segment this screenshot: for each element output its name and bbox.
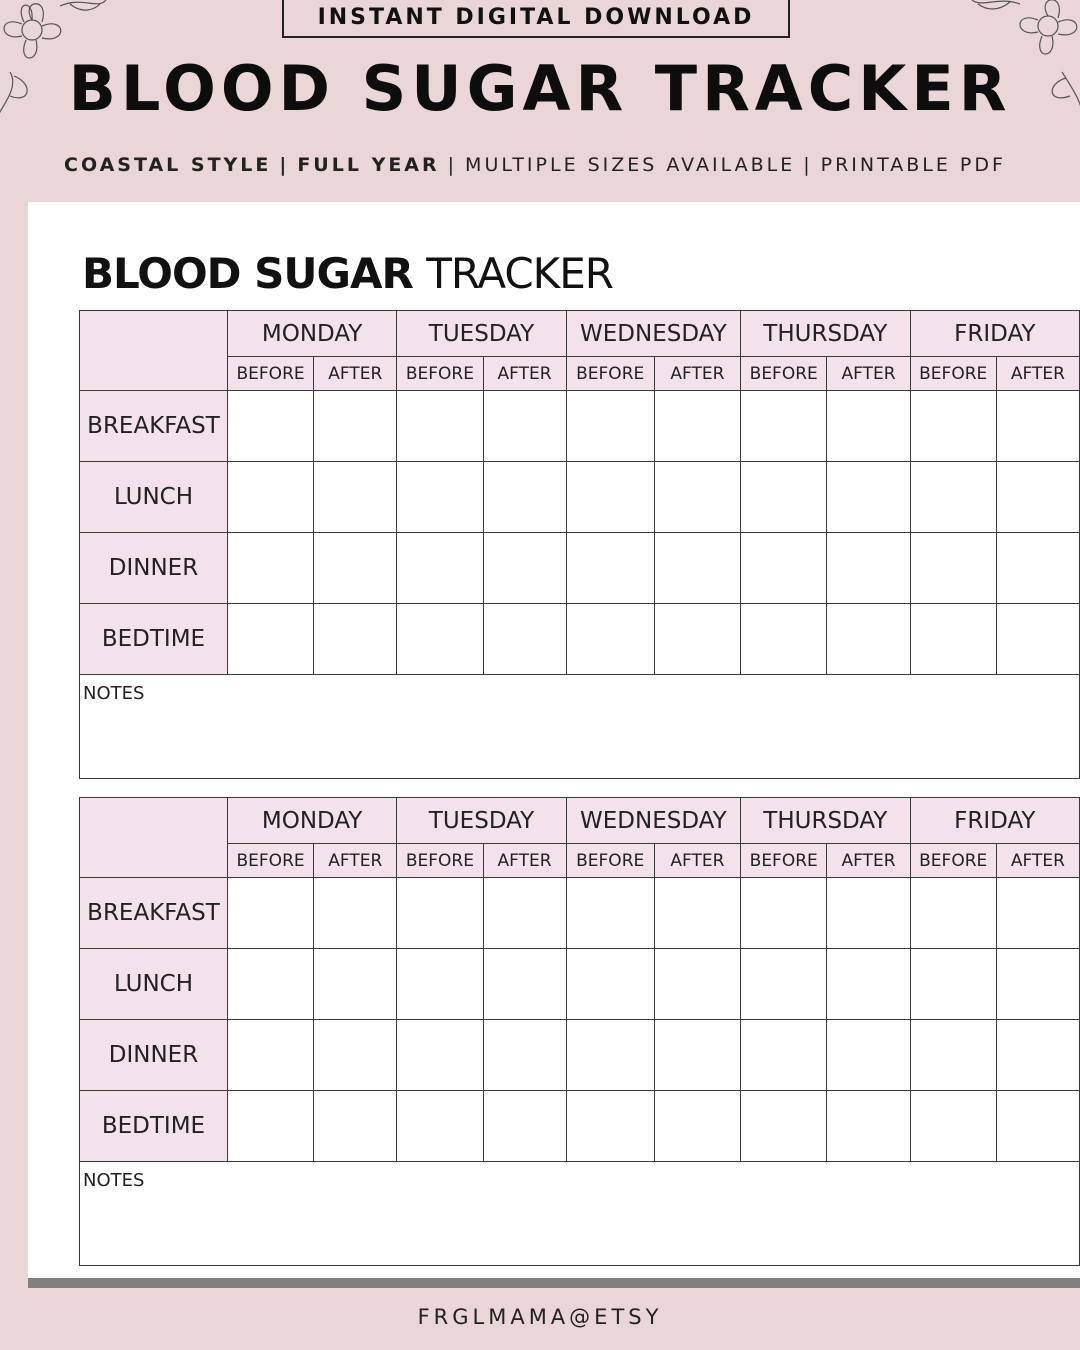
table-row [80,949,1080,1020]
day-header: TUESDAY [397,798,566,844]
reading-cell[interactable] [566,462,654,533]
reading-cell[interactable] [397,949,483,1020]
reading-cell[interactable] [483,949,566,1020]
day-header: WEDNESDAY [566,311,740,357]
table-corner [80,798,228,878]
reading-cell[interactable] [996,462,1079,533]
reading-cell[interactable] [654,878,740,949]
reading-cell[interactable] [827,533,910,604]
reading-cell[interactable] [227,604,313,675]
day-header: THURSDAY [741,798,911,844]
subtitle-sizes: MULTIPLE SIZES AVAILABLE [465,154,796,176]
reading-cell[interactable] [741,391,827,462]
reading-cell[interactable] [397,1020,483,1091]
reading-cell[interactable] [397,1091,483,1162]
table-row [80,391,1080,462]
reading-cell[interactable] [827,949,910,1020]
reading-cell[interactable] [397,604,483,675]
reading-cell[interactable] [654,391,740,462]
reading-cell[interactable] [483,604,566,675]
reading-cell[interactable] [314,878,397,949]
reading-cell[interactable] [566,391,654,462]
reading-cell[interactable] [827,1091,910,1162]
reading-cell[interactable] [741,604,827,675]
reading-cell[interactable] [741,878,827,949]
reading-cell[interactable] [741,533,827,604]
reading-cell[interactable] [996,391,1079,462]
subtitle-separator: | [447,154,458,176]
after-header: AFTER [827,844,910,878]
after-header: AFTER [827,357,910,391]
reading-cell[interactable] [996,949,1079,1020]
reading-cell[interactable] [654,1091,740,1162]
table-row [80,878,1080,949]
reading-cell[interactable] [996,1091,1079,1162]
meal-label: BREAKFAST [80,391,228,462]
reading-cell[interactable] [227,1091,313,1162]
before-header: BEFORE [910,357,996,391]
reading-cell[interactable] [566,1091,654,1162]
reading-cell[interactable] [827,1020,910,1091]
reading-cell[interactable] [827,878,910,949]
subtitle-format: PRINTABLE PDF [820,154,1006,176]
subtitle-separator: | [279,154,290,176]
after-header: AFTER [483,357,566,391]
reading-cell[interactable] [741,949,827,1020]
day-header: FRIDAY [910,798,1079,844]
reading-cell[interactable] [996,1020,1079,1091]
reading-cell[interactable] [227,949,313,1020]
instant-download-banner: INSTANT DIGITAL DOWNLOAD [282,0,790,38]
reading-cell[interactable] [910,1091,996,1162]
day-header: MONDAY [227,311,396,357]
reading-cell[interactable] [566,533,654,604]
reading-cell[interactable] [910,391,996,462]
reading-cell[interactable] [227,462,313,533]
reading-cell[interactable] [741,462,827,533]
reading-cell[interactable] [483,1091,566,1162]
sheet-shadow [28,1278,1080,1288]
day-header: WEDNESDAY [566,798,740,844]
meal-label: BEDTIME [80,1091,228,1162]
reading-cell[interactable] [314,604,397,675]
table-row [80,604,1080,675]
reading-cell[interactable] [654,604,740,675]
printable-sheet [28,202,1080,1278]
reading-cell[interactable] [397,391,483,462]
reading-cell[interactable] [314,462,397,533]
subtitle-separator: | [803,154,813,176]
reading-cell[interactable] [483,1020,566,1091]
reading-cell[interactable] [827,462,910,533]
after-header: AFTER [996,357,1079,391]
sheet-title-light: TRACKER [426,249,613,298]
product-subtitle [64,150,1054,180]
sheet-title [82,246,613,302]
reading-cell[interactable] [910,604,996,675]
reading-cell[interactable] [566,604,654,675]
table-row [80,462,1080,533]
table-row [80,1091,1080,1162]
reading-cell[interactable] [654,462,740,533]
reading-cell[interactable] [314,533,397,604]
tracker-table [79,310,1080,779]
reading-cell[interactable] [227,391,313,462]
notes-field[interactable]: NOTES [80,675,1080,779]
before-header: BEFORE [397,844,483,878]
reading-cell[interactable] [910,533,996,604]
shop-footer: FRGLMAMA@ETSY [417,1305,663,1329]
notes-field[interactable]: NOTES [80,1162,1080,1266]
meal-label: BREAKFAST [80,878,228,949]
day-header: TUESDAY [397,311,566,357]
reading-cell[interactable] [397,462,483,533]
reading-cell[interactable] [910,462,996,533]
after-header: AFTER [654,357,740,391]
reading-cell[interactable] [566,1020,654,1091]
day-header: THURSDAY [741,311,911,357]
after-header: AFTER [314,357,397,391]
reading-cell[interactable] [314,1020,397,1091]
reading-cell[interactable] [397,533,483,604]
reading-cell[interactable] [227,1020,313,1091]
before-header: BEFORE [397,357,483,391]
after-header: AFTER [483,844,566,878]
reading-cell[interactable] [566,878,654,949]
reading-cell[interactable] [314,1091,397,1162]
reading-cell[interactable] [566,949,654,1020]
reading-cell[interactable] [996,604,1079,675]
reading-cell[interactable] [397,878,483,949]
before-header: BEFORE [566,357,654,391]
day-header: FRIDAY [910,311,1079,357]
reading-cell[interactable] [654,949,740,1020]
reading-cell[interactable] [910,878,996,949]
reading-cell[interactable] [483,878,566,949]
table-row [80,533,1080,604]
meal-label: DINNER [80,1020,228,1091]
before-header: BEFORE [227,357,313,391]
reading-cell[interactable] [314,949,397,1020]
meal-label: LUNCH [80,949,228,1020]
reading-cell[interactable] [827,604,910,675]
reading-cell[interactable] [654,1020,740,1091]
reading-cell[interactable] [483,391,566,462]
after-header: AFTER [654,844,740,878]
day-header: MONDAY [227,798,396,844]
table-corner [80,311,228,391]
before-header: BEFORE [741,844,827,878]
subtitle-style: COASTAL STYLE [64,154,272,176]
reading-cell[interactable] [227,533,313,604]
reading-cell[interactable] [483,533,566,604]
after-header: AFTER [996,844,1079,878]
reading-cell[interactable] [483,462,566,533]
before-header: BEFORE [741,357,827,391]
table-row [80,1020,1080,1091]
reading-cell[interactable] [910,949,996,1020]
tracker-table [79,797,1080,1266]
meal-label: LUNCH [80,462,228,533]
reading-cell[interactable] [741,1091,827,1162]
sheet-title-bold: BLOOD SUGAR [82,249,413,298]
reading-cell[interactable] [827,391,910,462]
reading-cell[interactable] [227,878,313,949]
main-title: BLOOD SUGAR TRACKER [68,52,1012,125]
reading-cell[interactable] [741,1020,827,1091]
reading-cell[interactable] [654,533,740,604]
reading-cell[interactable] [314,391,397,462]
before-header: BEFORE [227,844,313,878]
before-header: BEFORE [910,844,996,878]
reading-cell[interactable] [996,878,1079,949]
meal-label: BEDTIME [80,604,228,675]
meal-label: DINNER [80,533,228,604]
after-header: AFTER [314,844,397,878]
reading-cell[interactable] [996,533,1079,604]
reading-cell[interactable] [910,1020,996,1091]
before-header: BEFORE [566,844,654,878]
subtitle-duration: FULL YEAR [297,154,440,176]
